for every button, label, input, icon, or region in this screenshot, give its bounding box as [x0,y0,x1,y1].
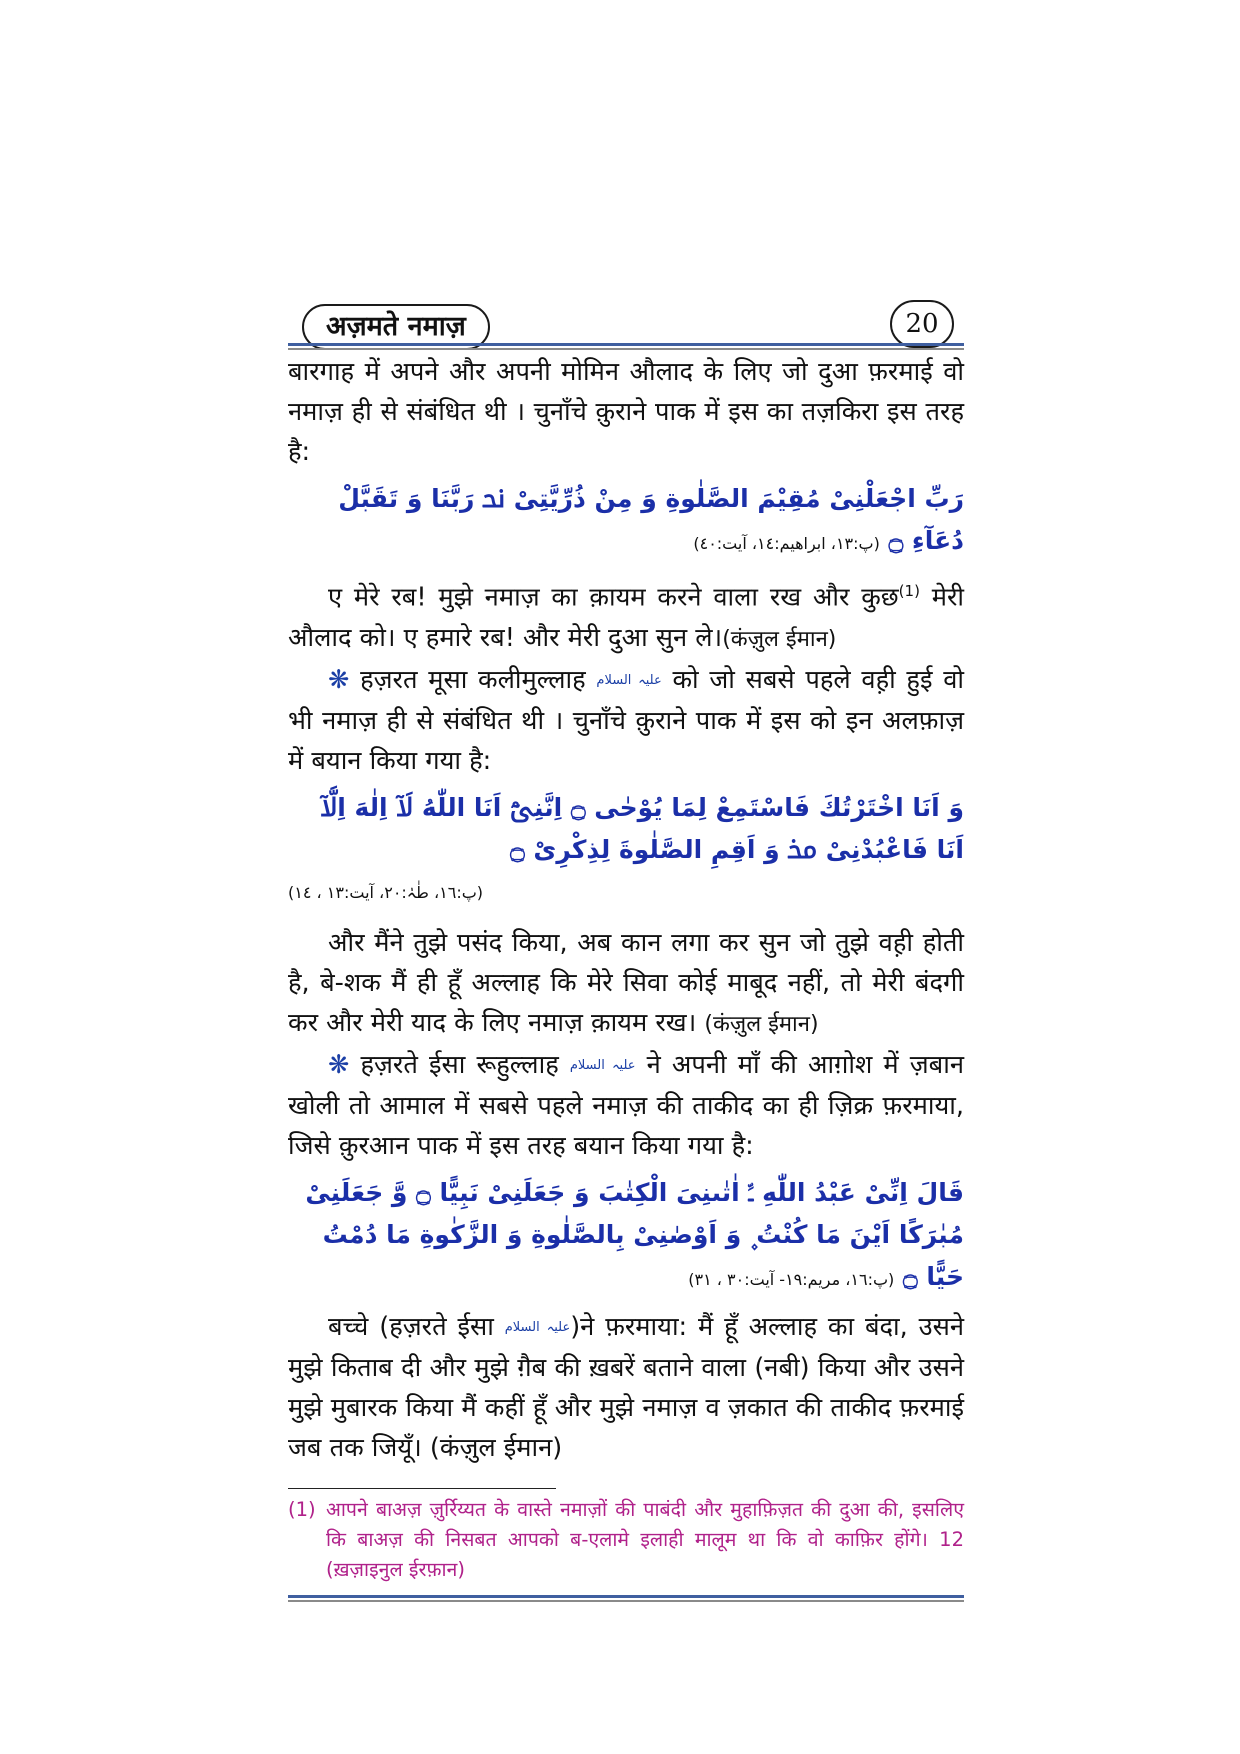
ayah-text: قَالَ اِنِّیْ عَبْدُ اللّٰهِ ﳴ اٰتٰىنِیَ الْكِتٰبَ وَ جَعَلَنِیْ نَبِیًّا ۝ وَّ جَعَلَنِیْ مُبٰرَكًا اَیْنَ مَا كُنْتُ ۪ وَ اَوْصٰنِیْ بِالصَّلٰوةِ وَ الزَّكٰوةِ مَا دُمْتُ حَیًّا ۝ [305,1177,964,1291]
honorific-glyph: علیہ السلام [596,672,662,688]
footer-rule-thick [288,1595,964,1598]
translation-source: (कंज़ुल ईमान) [429,1432,563,1463]
translation-text: और मैंने तुझे पसंद किया, अब कान लगा कर सुन जो तुझे वह़ी होती है, बे-शक मैं ही हूँ अल्लाह कि मेरे सिवा कोई माबूद नहीं, तो मेरी बंदगी कर और मेरी याद के लिए नमाज़ क़ायम रख। [288,927,964,1038]
ayah-reference: (پ:۱٦، طٰہٰ:۲۰، آیت:۱۳ ، ۱٤) [288,882,484,902]
header-rule-thick [288,343,964,346]
honorific-glyph: علیہ السلام [569,1057,636,1073]
ayah-reference: (پ:۱٦، مریم:۱۹- آیت:۳۰ ، ۳۱) [688,1269,895,1289]
translation-text: ए मेरे रब! मुझे नमाज़ का क़ायम करने वाला रख और कुछ [328,582,899,613]
translation-ibrahim [288,571,964,660]
translation-text: मेरी औलाद को। ए हमारे रब! और मेरी दुआ सुन ले। [288,582,964,653]
header-rule-thin [288,348,964,350]
star-bullet-icon: ❋ [328,1049,350,1080]
star-bullet-icon: ❋ [328,664,350,695]
paragraph-musa [288,660,964,781]
translation-text: बच्चे (हज़रते ईसा [328,1311,505,1342]
page-number: 20 [890,300,954,348]
ayah-taha: وَ اَنَا اخْتَرْتُكَ فَاسْتَمِعْ لِمَا یُوْحٰى ۝ اِنَّنِیْۤ اَنَا اللّٰهُ لَاۤ اِلٰهَ اِلَّاۤ اَنَا فَاعْبُدْنِیْ ﳐ وَ اَقِمِ الصَّلٰوةَ لِذِكْرِیْ ۝ [320,792,964,864]
ayah-maryam [288,1172,964,1301]
honorific-glyph: علیہ السلام [504,1319,571,1335]
footnote-marker: (1) [898,582,920,600]
translation-source: (कंज़ुल ईमान) [722,626,837,652]
body-text [288,352,964,1468]
ayah-reference: (پ:۱۳، ابراھیم:۱٤، آیت:٤۰) [693,534,880,553]
paragraph-intro: बारगाह में अपने और अपनी मोमिन औलाद के लिए जो दुआ फ़रमाई वो नमाज़ ही से संबंधित थी । चुनाँचे क़ुराने पाक में इस का तज़किरा इस तरह है: [288,357,964,467]
paragraph-text: हज़रते ईसा रूहुल्लाह [349,1049,570,1080]
page [288,300,964,1602]
footnote [288,1495,964,1585]
translation-text: )ने फ़रमाया: मैं हूँ अल्लाह का बंदा, उसने मुझे किताब दी और मुझे ग़ैब की ख़बरें बताने वाला (नबी) किया और उसने मुझे मुबारक किया मैं कहीं हूँ और मुझे नमाज़ व ज़कात की ताकीद फ़रमाई जब तक जियूँ। [288,1311,964,1463]
ayah-text: رَبِّ اجْعَلْنِیْ مُقِیْمَ الصَّلٰوةِ وَ مِنْ ذُرِّیَّتِیْ ﳓ رَبَّنَا وَ تَقَبَّلْ دُعَآءِ ۝ [338,484,964,555]
translation-taha [288,923,964,1045]
paragraph-text: ने अपनी माँ की आग़ोश में ज़बान खोली तो आमाल में सबसे पहले नमाज़ की ताकीद का ही ज़िक्र फ़रमाया, जिसे क़ुरआन पाक में इस तरह बयान किया गया है: [288,1049,964,1161]
translation-source: (कंज़ुल ईमान) [704,1011,819,1037]
book-title: अज़मते नमाज़ [302,304,490,350]
paragraph-text: हज़रत मूसा कलीमुल्लाह [349,664,597,695]
footnote-separator [288,1488,556,1489]
translation-maryam [288,1307,964,1468]
ayah-ibrahim [288,478,964,565]
page-header [288,300,964,352]
footnote-text: आपने बाअज़ ज़ुर्रिय्यत के वास्ते नमाज़ों की पाबंदी और मुहाफ़िज़त की दुआ की, इसलिए कि बाअज़ की निसबत आपको ब-एलामे इलाही मालूम था कि वो काफ़िर होंगे। 12 (ख़ज़ाइनुल ईरफ़ान) [326,1497,964,1581]
paragraph-isa [288,1045,964,1166]
footer-rule-thin [288,1600,964,1602]
footnote-number: (1) [288,1497,316,1521]
paragraph-text: को जो सबसे पहले वह़ी हुई वो भी नमाज़ ही से संबंधित थी । चुनाँचे क़ुराने पाक में इस को इन अलफ़ाज़ में बयान किया गया है: [288,664,964,776]
